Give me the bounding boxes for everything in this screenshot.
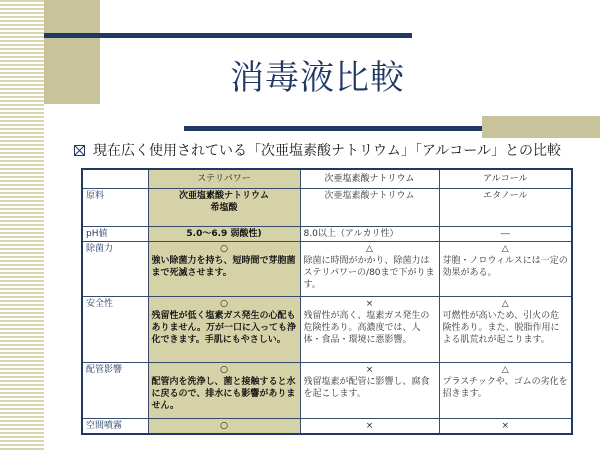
cell-text: 残留性が高く、塩素ガス発生の危険性あり。高濃度では、人体・食品・環境に悪影響。 (303, 311, 430, 345)
subtitle-text: 現在広く使用されている「次亜塩素酸ナトリウム」「アルコール」との比較 (93, 143, 562, 159)
row-label-raw-material: 原料 (82, 189, 148, 227)
table-row-ph (82, 227, 572, 242)
raw-material-line2: 希塩酸 (210, 203, 238, 213)
table-header-row (82, 169, 572, 189)
cell-steripower-piping (148, 363, 300, 419)
cell-text: 残留性が低く塩素ガス発生の心配もありません。万が一口に入っても浄化できます。手肌にもやさしい。 (151, 311, 297, 345)
mark-triangle: △ (366, 244, 373, 254)
cell-sodium-safety (300, 297, 439, 363)
cell-sodium-piping (300, 363, 439, 419)
cell-text: 残留塩素が配管に影響し、腐食を起こします。 (303, 377, 430, 399)
cell-alcohol-disinfection (439, 242, 572, 297)
cell-sodium-ph: 8.0以上（アルカリ性） (300, 227, 439, 242)
checkbox-bullet-icon (74, 145, 85, 156)
cell-text: 配管内を洗浄し、菌と接触すると水に戻るので、排水にも影響がありません。 (151, 377, 296, 411)
decorative-block-right (482, 116, 600, 138)
header-alcohol: アルコール (439, 169, 572, 189)
cell-steripower-spray (148, 419, 300, 435)
mark-circle: ○ (220, 421, 228, 431)
cell-alcohol-piping (439, 363, 572, 419)
cell-sodium-disinfection (300, 242, 439, 297)
mark-circle: ○ (220, 299, 228, 309)
slide-title: 消毒液比較 (230, 58, 405, 98)
slide-subtitle (74, 140, 561, 160)
cell-text: 強い除菌力を持ち、短時間で芽胞菌まで死滅させます。 (151, 256, 296, 278)
cell-steripower-disinfection (148, 242, 300, 297)
table-row-spray (82, 419, 572, 435)
cell-alcohol-raw-material: エタノール (439, 189, 572, 227)
row-label-spray: 空間噴霧 (82, 419, 148, 435)
cell-text: 除菌に時間がかかり、除菌力はステリパワーの/80まで下がります。 (303, 256, 435, 290)
row-label-disinfection: 除菌力 (82, 242, 148, 297)
mark-triangle: △ (501, 365, 509, 375)
cell-steripower-raw-material (148, 189, 300, 227)
cell-text: 可燃性が高いため、引火の危険性あり。また、脱脂作用による肌荒れが起こります。 (442, 311, 560, 345)
raw-material-line1: 次亜塩素酸ナトリウム (179, 191, 269, 201)
row-label-piping: 配管影響 (82, 363, 148, 419)
mark-triangle: △ (501, 244, 509, 254)
header-steripower: ステリパワー (148, 169, 300, 189)
row-label-ph: pH値 (82, 227, 148, 242)
table-row-disinfection (82, 242, 572, 297)
cell-steripower-ph: 5.0～6.9 弱酸性) (148, 227, 300, 242)
decorative-block-top (44, 0, 100, 104)
decorative-line-top (44, 33, 412, 38)
cell-sodium-spray (300, 419, 439, 435)
cell-alcohol-spray (439, 419, 572, 435)
cell-text: プラスチックや、ゴムの劣化を招きます。 (442, 377, 568, 399)
mark-cross: × (365, 421, 374, 431)
decorative-stripes (0, 0, 44, 450)
comparison-table (81, 168, 573, 435)
mark-triangle: △ (501, 299, 509, 309)
table-row-raw-material (82, 189, 572, 227)
mark-cross: × (501, 421, 510, 431)
row-label-safety: 安全性 (82, 297, 148, 363)
mark-cross: × (365, 299, 374, 309)
cell-steripower-safety (148, 297, 300, 363)
cell-alcohol-safety (439, 297, 572, 363)
header-sodium-hypochlorite: 次亜塩素酸ナトリウム (300, 169, 439, 189)
mark-circle: ○ (220, 244, 228, 254)
table-row-piping (82, 363, 572, 419)
mark-cross: × (365, 365, 374, 375)
cell-alcohol-ph: ― (439, 227, 572, 242)
mark-circle: ○ (220, 365, 228, 375)
table-row-safety (82, 297, 572, 363)
cell-sodium-raw-material: 次亜塩素酸ナトリウム (300, 189, 439, 227)
cell-text: 芽胞・ノロウィルスには一定の効果がある。 (442, 256, 568, 278)
header-empty (82, 169, 148, 189)
